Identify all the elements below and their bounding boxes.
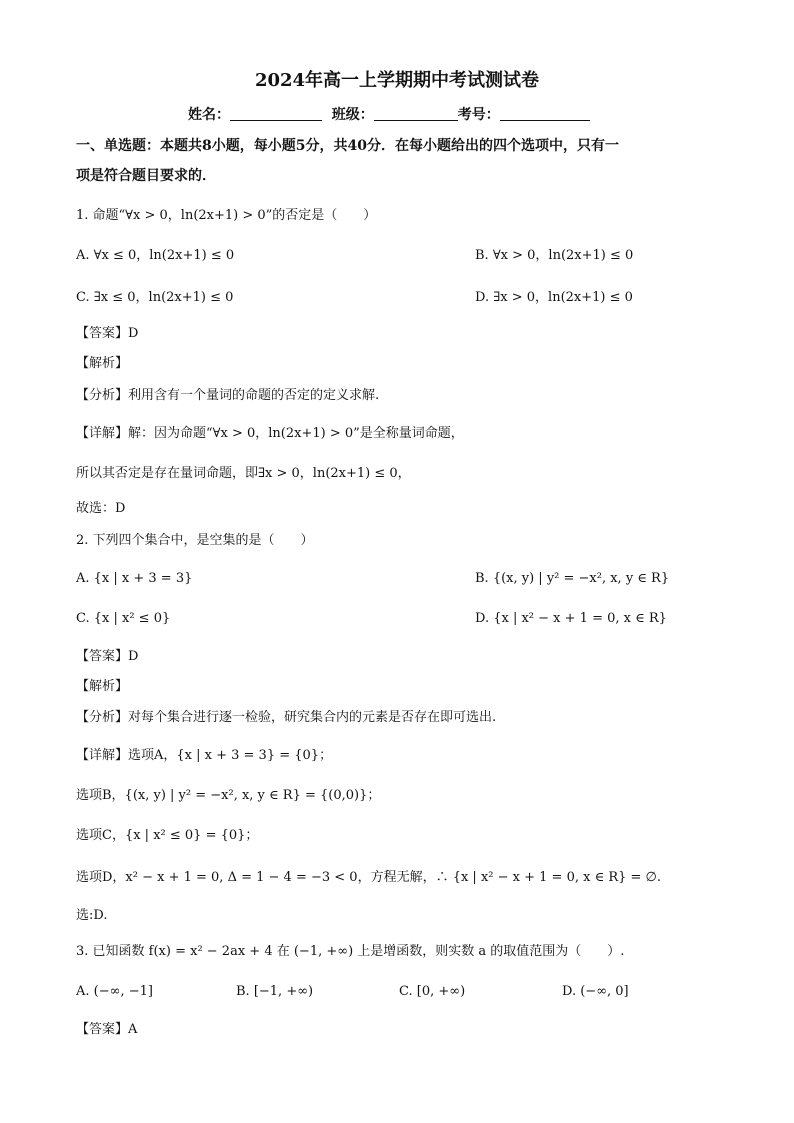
class-blank [374,106,458,121]
section-heading-line1: 一、单选题：本题共8小题，每小题5分，共40分．在每小题给出的四个选项中，只有一 [76,138,619,154]
q2-answer: 【答案】D [76,649,139,664]
q2-options-row1 [76,569,718,589]
id-blank [500,106,590,121]
q1-analysis: 【解析】 [76,356,129,371]
q2-option-c: C. {x | x² ≤ 0} [76,611,171,626]
q1-option-c: C. ∃x ≤ 0，ln(2x+1) ≤ 0 [76,290,234,305]
q2-xiangjie: 【详解】选项A，{x | x + 3 = 3} = {0}； [76,748,333,763]
q3-option-d: D. (−∞, 0] [562,984,629,999]
q1-xiangjie: 【详解】解：因为命题“∀x > 0，ln(2x+1) > 0”是全称量词命题， [76,426,464,441]
q3-stem: 3. 已知函数 f(x) = x² − 2ax + 4 在 (−1, +∞) 上是增函数，则实数 a 的取值范围为（ ）. [76,944,625,959]
name-blank [230,106,322,121]
student-info-line [188,104,590,124]
q1-options-row2 [76,288,718,308]
page-title: 2024年高一上学期期中考试测试卷 [254,70,540,91]
id-label: 考号： [457,107,500,123]
q2-line-d: 选项D，x² − x + 1 = 0, Δ = 1 − 4 = −3 < 0，方程无解，∴ {x | x² − x + 1 = 0, x ∈ R} = ∅. [76,870,661,885]
q2-stem: 2. 下列四个集合中，是空集的是（ ） [76,533,314,548]
q2-option-a: A. {x | x + 3 = 3} [76,571,193,586]
q1-options-row1 [76,246,718,266]
q1-fenxi: 【分析】利用含有一个量词的命题的否定的定义求解. [76,388,380,403]
q1-option-a: A. ∀x ≤ 0，ln(2x+1) ≤ 0 [76,248,235,263]
q2-options-row2 [76,609,718,629]
q2-line-b: 选项B，{(x, y) | y² = −x², x, y ∈ R} = {(0,0)}； [76,788,381,803]
q1-option-b: B. ∀x > 0，ln(2x+1) ≤ 0 [475,248,634,263]
q2-option-d: D. {x | x² − x + 1 = 0, x ∈ R} [475,611,667,626]
q1-stem: 1. 命题“∀x > 0，ln(2x+1) > 0”的否定是（ ） [76,208,377,223]
q2-analysis: 【解析】 [76,679,129,694]
q1-answer: 【答案】D [76,326,139,341]
class-label: 班级： [331,107,374,123]
q3-answer: 【答案】A [76,1022,138,1037]
name-label: 姓名： [188,107,230,123]
q3-option-a: A. (−∞, −1] [76,984,153,999]
q2-choose: 选:D. [76,908,108,923]
q1-choose: 故选：D [76,501,126,516]
q1-option-d: D. ∃x > 0，ln(2x+1) ≤ 0 [475,290,633,305]
q2-fenxi: 【分析】对每个集合进行逐一检验，研究集合内的元素是否存在即可选出. [76,710,497,725]
q3-option-c: C. [0, +∞) [399,984,466,999]
q3-option-b: B. [−1, +∞) [236,984,314,999]
q2-line-c: 选项C，{x | x² ≤ 0} = {0}； [76,828,259,843]
q1-explain-line2: 所以其否定是存在量词命题，即∃x > 0，ln(2x+1) ≤ 0， [76,466,411,481]
section-heading-line2: 项是符合题目要求的． [76,168,216,184]
q2-option-b: B. {(x, y) | y² = −x², x, y ∈ R} [475,571,670,586]
